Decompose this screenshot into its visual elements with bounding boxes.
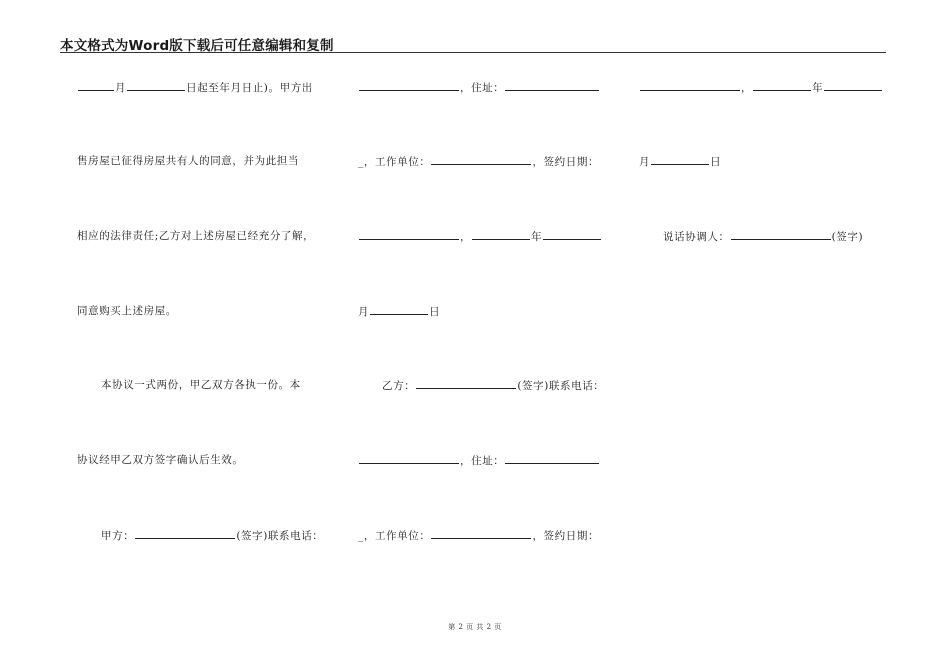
col1-line-6: 协议经甲乙双方签字确认后生效。 bbox=[77, 454, 244, 466]
blank-field bbox=[651, 154, 709, 165]
address-field bbox=[505, 80, 599, 91]
col2-line-7: _，工作单位： ，签约日期： bbox=[358, 530, 600, 542]
signature-field bbox=[731, 229, 831, 240]
page-header bbox=[60, 34, 886, 53]
blank-field bbox=[359, 453, 459, 464]
col3-line-1: ， 年 bbox=[639, 80, 883, 95]
blank-field bbox=[472, 229, 530, 240]
col1-line-2: 售房屋已征得房屋共有人的同意，并为此担当 bbox=[77, 155, 299, 167]
blank-field bbox=[359, 80, 459, 91]
signature-field bbox=[135, 528, 235, 539]
col2-line-2: _，工作单位： ，签约日期： bbox=[358, 156, 600, 168]
blank-field bbox=[370, 304, 428, 315]
col3-line-2: 月 日 bbox=[639, 156, 722, 168]
col3-line-3: 说话协调人： (签字) bbox=[663, 231, 864, 243]
workplace-field bbox=[431, 528, 531, 539]
col2-line-5: 乙方： (签字)联系电话： bbox=[382, 380, 605, 392]
col1-line-1: 月 日起至年月日止)。甲方出 bbox=[77, 80, 313, 95]
blank-field bbox=[640, 80, 740, 91]
blank-field bbox=[824, 80, 882, 91]
page-number: 第 2 页 共 2 页 bbox=[448, 623, 502, 631]
signature-field bbox=[416, 378, 516, 389]
workplace-field bbox=[431, 154, 531, 165]
col2-line-6: ，住址： bbox=[358, 453, 600, 468]
blank-field bbox=[127, 80, 185, 91]
header-title: 本文格式为Word版下载后可任意编辑和复制 bbox=[60, 38, 334, 54]
col1-line-4: 同意购买上述房屋。 bbox=[77, 305, 177, 317]
col2-line-4: 月 日 bbox=[358, 306, 441, 318]
blank-field bbox=[78, 80, 114, 91]
blank-field bbox=[753, 80, 811, 91]
col2-line-1: ，住址： bbox=[358, 80, 600, 95]
col1-line-5: 本协议一式两份，甲乙双方各执一份。本 bbox=[101, 379, 301, 391]
col2-line-3: ， 年 bbox=[358, 229, 602, 244]
blank-field bbox=[543, 229, 601, 240]
blank-field bbox=[359, 229, 459, 240]
col1-line-3: 相应的法律责任;乙方对上述房屋已经充分了解， bbox=[77, 230, 315, 242]
col1-line-7: 甲方： (签字)联系电话： bbox=[101, 530, 324, 542]
address-field bbox=[505, 453, 599, 464]
